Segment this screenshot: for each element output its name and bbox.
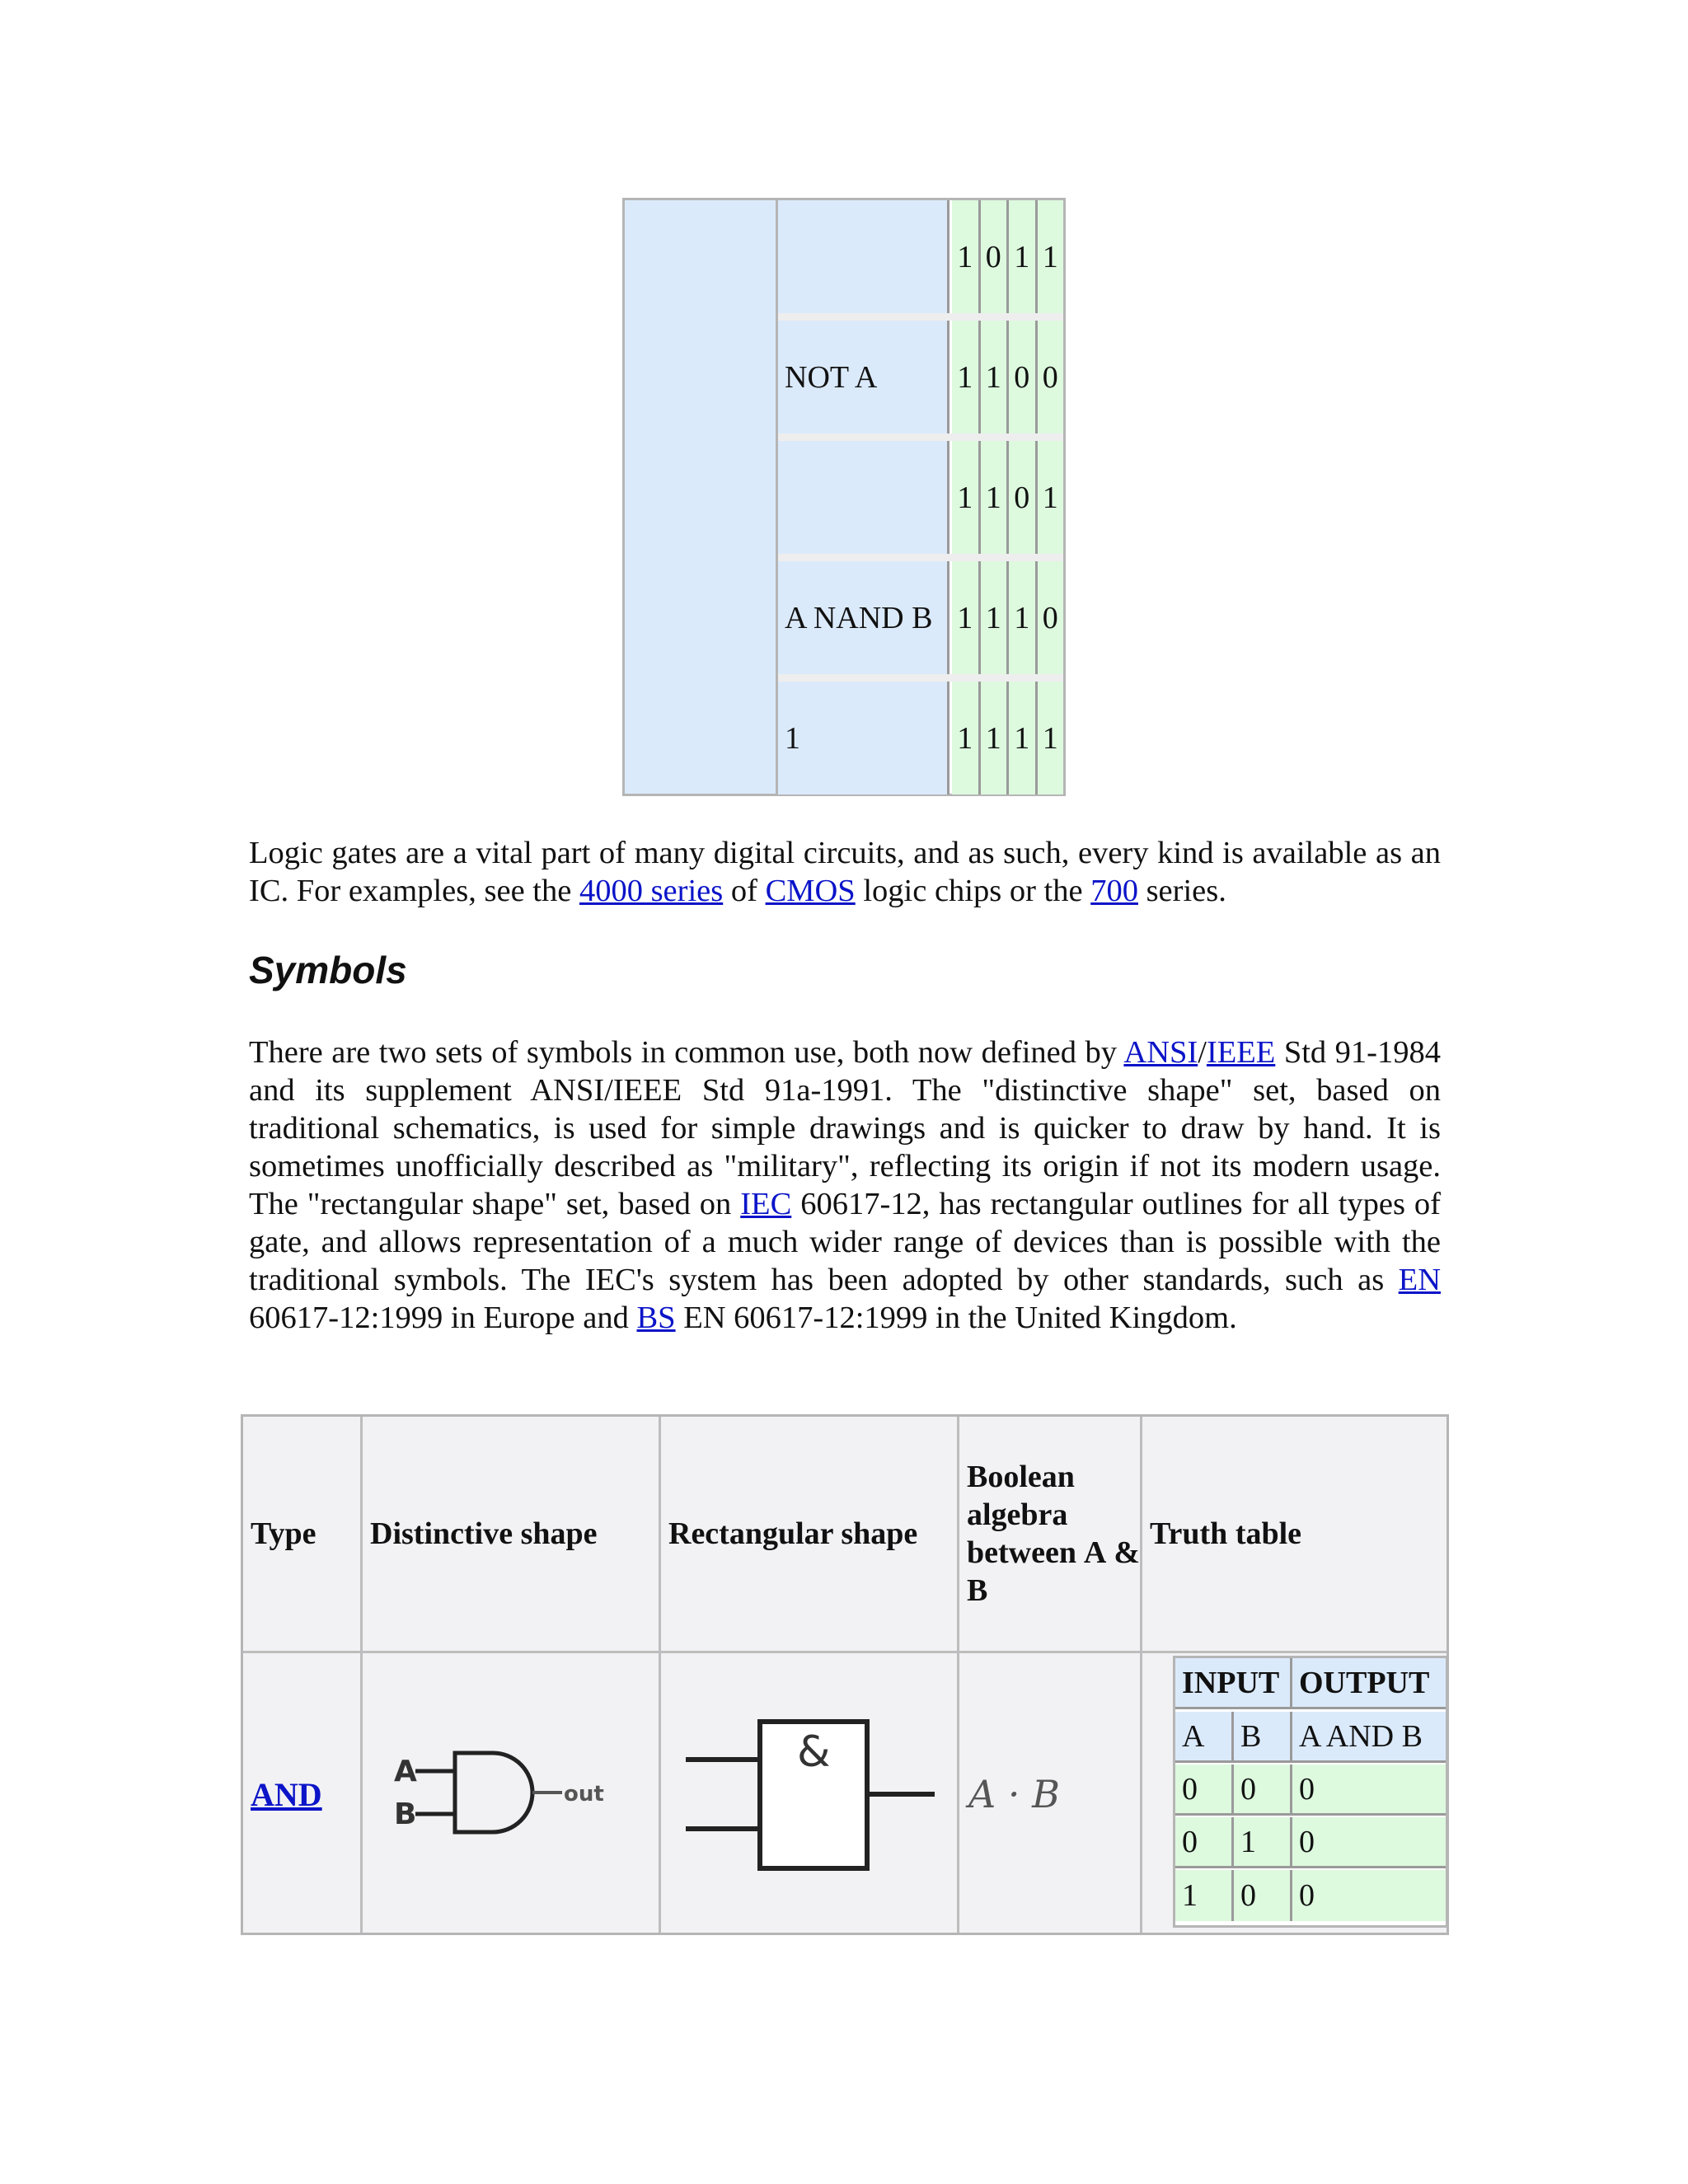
header-truth-table: Truth table xyxy=(1150,1516,1302,1551)
input-b-label: B xyxy=(393,1797,416,1831)
fragment-bit: 0 xyxy=(1009,441,1038,554)
fragment-row-label: A NAND B xyxy=(778,561,950,674)
fragment-row xyxy=(778,200,1063,313)
output-label: out xyxy=(563,1782,604,1807)
link-ieee[interactable]: IEEE xyxy=(1206,1035,1276,1070)
input-a-label: A xyxy=(393,1755,417,1788)
subheader-output: A AND B xyxy=(1292,1712,1446,1760)
section-heading-symbols: Symbols xyxy=(249,949,407,991)
link-iec[interactable]: IEC xyxy=(740,1187,792,1221)
symbols-paragraph xyxy=(249,1033,1441,1337)
fragment-row xyxy=(778,682,1063,794)
fragment-bit: 1 xyxy=(981,441,1010,554)
fragment-row-label xyxy=(778,441,950,554)
fragment-row xyxy=(778,321,1063,434)
fragment-row-label xyxy=(778,200,950,313)
and-gate-distinctive-icon xyxy=(387,1745,635,1844)
fragment-bit: 0 xyxy=(1038,561,1064,674)
distinctive-shape-cell xyxy=(363,1653,659,1935)
truth-table-subheader-row xyxy=(1175,1712,1446,1763)
link-bs[interactable]: BS xyxy=(636,1301,676,1335)
header-distinctive-shape: Distinctive shape xyxy=(370,1516,598,1551)
fragment-bit: 1 xyxy=(1038,441,1064,554)
row-divider xyxy=(778,674,1063,682)
fragment-bit: 1 xyxy=(981,682,1010,794)
fragment-bit: 1 xyxy=(1038,682,1064,794)
truth-cell: 0 xyxy=(1234,1765,1292,1813)
fragment-bit: 1 xyxy=(981,561,1010,674)
fragment-bit: 1 xyxy=(1009,200,1038,313)
logic-symbols-table xyxy=(241,1414,1449,1935)
paragraph-text: There are two sets of symbols in common use, both now defined by xyxy=(249,1035,1124,1070)
truth-cell: 0 xyxy=(1292,1765,1446,1813)
fragment-bit: 1 xyxy=(952,200,981,313)
fragment-bit: 1 xyxy=(952,441,981,554)
truth-table-header-row xyxy=(1175,1658,1446,1709)
fragment-bit: 1 xyxy=(952,682,981,794)
truth-table-row xyxy=(1175,1765,1446,1816)
truth-table-row xyxy=(1175,1870,1446,1921)
paragraph-text: / xyxy=(1198,1035,1207,1070)
boolean-expression: A · B xyxy=(968,1772,1060,1816)
fragment-row-label: NOT A xyxy=(778,321,950,434)
fragment-bit: 1 xyxy=(1009,682,1038,794)
fragment-bit: 0 xyxy=(1009,321,1038,434)
paragraph-text: of xyxy=(723,874,766,908)
header-output: OUTPUT xyxy=(1292,1658,1446,1707)
fragment-row-label: 1 xyxy=(778,682,950,794)
header-boolean-algebra xyxy=(959,1417,1140,1651)
row-divider xyxy=(778,554,1063,561)
fragment-bit: 0 xyxy=(1038,321,1064,434)
fragment-bit: 0 xyxy=(981,200,1010,313)
gate-type-cell xyxy=(251,1653,358,1935)
fragment-row xyxy=(778,441,1063,554)
and-truth-table xyxy=(1173,1656,1448,1928)
subheader-b: B xyxy=(1234,1712,1292,1760)
truth-cell: 0 xyxy=(1292,1817,1446,1866)
fragment-bit: 1 xyxy=(952,561,981,674)
header-boolean-algebra-label: Boolean algebra between A & B xyxy=(967,1460,1140,1608)
fragment-row xyxy=(778,561,1063,674)
truth-cell: 0 xyxy=(1175,1817,1234,1866)
truth-cell: 1 xyxy=(1175,1870,1234,1921)
link-ansi[interactable]: ANSI xyxy=(1123,1035,1198,1070)
header-input: INPUT xyxy=(1175,1658,1292,1707)
and-gate-rectangular-icon xyxy=(678,1712,941,1877)
fragment-bit: 1 xyxy=(952,321,981,434)
row-divider xyxy=(778,313,1063,321)
truth-table-row xyxy=(1175,1817,1446,1868)
intro-paragraph xyxy=(249,834,1441,910)
truth-cell: 1 xyxy=(1234,1817,1292,1866)
truth-cell: 0 xyxy=(1234,1870,1292,1921)
link-700[interactable]: 700 xyxy=(1090,874,1138,908)
paragraph-text: Logic gates are a vital part of many digital circuits, and as such, every kind is available as an IC. For examples, see the xyxy=(249,836,1441,908)
paragraph-text: EN 60617-12:1999 in the United Kingdom. xyxy=(675,1301,1237,1335)
truth-cell: 0 xyxy=(1292,1870,1446,1921)
link-and[interactable]: AND xyxy=(251,1775,322,1813)
fragment-bit: 1 xyxy=(1009,561,1038,674)
subheader-a: A xyxy=(1175,1712,1234,1760)
truth-cell: 0 xyxy=(1175,1765,1234,1813)
row-divider xyxy=(778,434,1063,441)
paragraph-text: series. xyxy=(1137,874,1226,908)
paragraph-text: 60617-12, has rectangular outlines for all types of gate, and allows representation of a much wider range of devices than is possible with the traditional symbols. The IEC's system has been adopted by other standards, such as xyxy=(249,1187,1441,1297)
fragment-bit: 1 xyxy=(981,321,1010,434)
link-en[interactable]: EN xyxy=(1398,1263,1441,1297)
paragraph-text: logic chips or the xyxy=(855,874,1091,908)
header-type: Type xyxy=(251,1516,316,1551)
header-rectangular-shape: Rectangular shape xyxy=(668,1516,918,1551)
and-symbol-label: & xyxy=(796,1727,831,1777)
link-4000-series[interactable]: 4000 series xyxy=(579,874,724,908)
fragment-left-column xyxy=(625,200,778,794)
paragraph-text: Std 91-1984 and its supplement ANSI/IEEE Std 91a-1991. The "distinctive shape" set, based on traditional schematics, is used for simple drawings and is quicker to draw by hand. It is sometimes unofficially described as "military", reflecting its origin if not its modern usage. The "rectangular shape" set, based on xyxy=(249,1035,1441,1221)
paragraph-text: 60617-12:1999 in Europe and xyxy=(249,1301,637,1335)
logic-fragment-table xyxy=(622,198,1066,796)
fragment-bit: 1 xyxy=(1038,200,1064,313)
rectangular-shape-cell xyxy=(661,1653,957,1935)
link-cmos[interactable]: CMOS xyxy=(765,874,856,908)
